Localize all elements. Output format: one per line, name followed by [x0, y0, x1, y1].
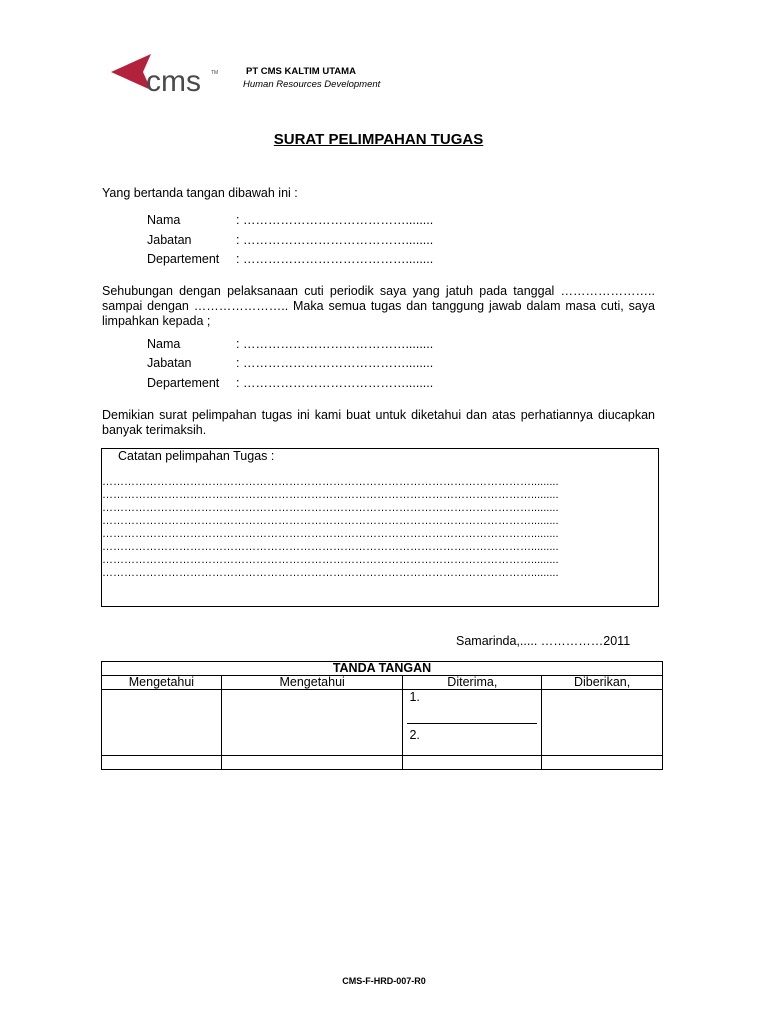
notes-line: ………………………………………………………………………………………………………......... — [102, 489, 559, 501]
notes-line: ………………………………………………………………………………………………………......... — [102, 567, 559, 579]
leave-paragraph: Sehubungan dengan pelaksanaan cuti periodik saya yang jatuh pada tanggal ………………….. sampai dengan ………………….. Maka semua tugas dan tanggung jawab dalam masa cuti, saya limpahkan kepada ; — [102, 284, 655, 328]
form-code: CMS-F-HRD-007-R0 — [342, 976, 426, 986]
place-date: Samarinda,..... ……………2011 — [456, 634, 631, 648]
name-cell — [102, 756, 222, 770]
company-name: PT CMS KALTIM UTAMA — [246, 66, 356, 77]
signature-cell-mengetahui-2 — [221, 690, 403, 756]
form2-nama-value: : …………………………………........ — [236, 337, 434, 351]
form2-dept-value: : …………………………………........ — [236, 376, 434, 390]
notes-line: ………………………………………………………………………………………………………......... — [102, 554, 559, 566]
name-cell — [542, 756, 663, 770]
received-2: 2. — [409, 728, 420, 742]
form2-jabatan-label: Jabatan — [147, 356, 192, 370]
company-logo — [108, 50, 228, 94]
intro-text: Yang bertanda tangan dibawah ini : — [102, 186, 298, 200]
name-cell — [403, 756, 542, 770]
signature-cell-mengetahui-1 — [102, 690, 222, 756]
form2-dept-label: Departement — [147, 376, 220, 390]
col-mengetahui-1: Mengetahui — [102, 676, 222, 690]
col-diterima: Diterima, — [403, 676, 542, 690]
document-title: SURAT PELIMPAHAN TUGAS — [273, 131, 484, 148]
signature-cell-diterima — [403, 690, 542, 756]
form1-jabatan-value: : …………………………………........ — [236, 233, 434, 247]
col-mengetahui-2: Mengetahui — [221, 676, 403, 690]
notes-title: Catatan pelimpahan Tugas : — [118, 449, 275, 463]
form1-nama-value: : …………………………………........ — [236, 213, 434, 227]
form1-dept-value: : …………………………………........ — [236, 252, 434, 266]
form1-jabatan-label: Jabatan — [147, 233, 192, 247]
form1-dept-label: Departement — [147, 252, 220, 266]
cms-logo-icon — [108, 50, 228, 94]
signature-cell-diberikan — [542, 690, 663, 756]
signature-table — [101, 661, 663, 770]
signature-table-header: TANDA TANGAN — [102, 662, 663, 676]
notes-line: ………………………………………………………………………………………………………......... — [102, 476, 559, 488]
svg-text:cms: cms — [146, 65, 201, 94]
notes-line: ………………………………………………………………………………………………………......... — [102, 541, 559, 553]
form2-nama-label: Nama — [147, 337, 181, 351]
form1-nama-label: Nama — [147, 213, 181, 227]
department-name: Human Resources Development — [243, 79, 381, 90]
notes-line: ………………………………………………………………………………………………………......... — [102, 528, 559, 540]
closing-paragraph: Demikian surat pelimpahan tugas ini kami buat untuk diketahui dan atas perhatiannya diucapkan banyak terimaksih. — [102, 408, 655, 437]
received-1: 1. — [409, 690, 420, 704]
notes-line: ………………………………………………………………………………………………………......... — [102, 515, 559, 527]
svg-text:TM: TM — [211, 70, 219, 76]
received-divider — [407, 723, 537, 724]
col-diberikan: Diberikan, — [542, 676, 663, 690]
notes-line: ………………………………………………………………………………………………………......... — [102, 502, 559, 514]
form2-jabatan-value: : …………………………………........ — [236, 356, 434, 370]
name-cell — [221, 756, 403, 770]
